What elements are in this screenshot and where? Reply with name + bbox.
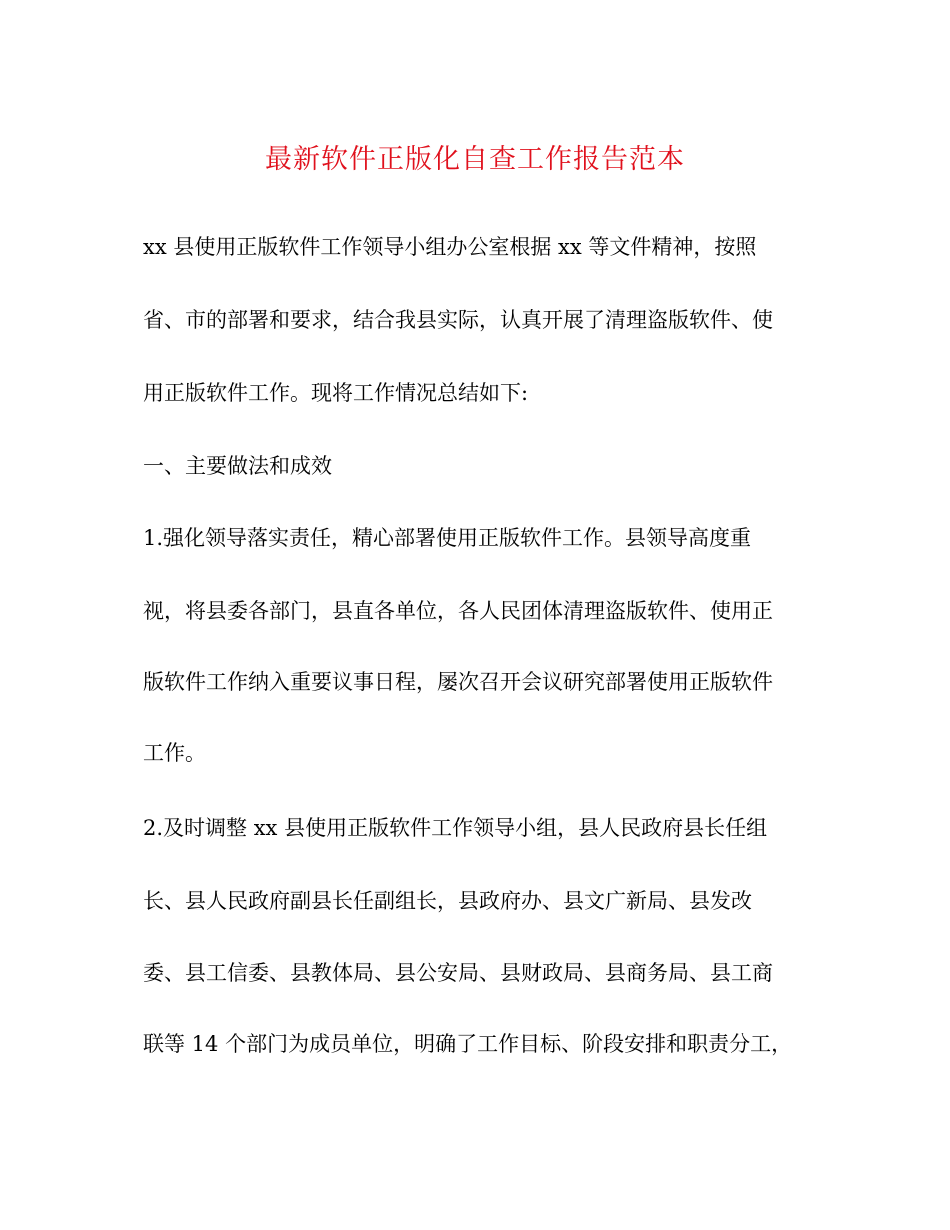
body-line: xx 县使用正版软件工作领导小组办公室根据 xx 等文件精神，按照 <box>143 235 757 259</box>
document-title: 最新软件正版化自查工作报告范本 <box>265 144 685 175</box>
body-line: 委、县工信委、县教体局、县公安局、县财政局、县商务局、县工商 <box>143 961 773 985</box>
body-line: 长、县人民政府副县长任副组长，县政府办、县文广新局、县发改 <box>143 889 752 913</box>
body-line: 用正版软件工作。现将工作情况总结如下: <box>143 381 529 405</box>
body-line: 工作。 <box>143 741 206 765</box>
body-line: 视，将县委各部门，县直各单位，各人民团体清理盗版软件、使用正 <box>143 599 773 623</box>
body-line: 联等 14 个部门为成员单位，明确了工作目标、阶段安排和职责分工， <box>143 1032 793 1056</box>
body-line: 省、市的部署和要求，结合我县实际，认真开展了清理盗版软件、使 <box>143 308 773 332</box>
body-line: 2.及时调整 xx 县使用正版软件工作领导小组，县人民政府县长任组 <box>143 816 768 840</box>
body-line: 版软件工作纳入重要议事日程，屡次召开会议研究部署使用正版软件 <box>143 670 773 694</box>
body-line: 1.强化领导落实责任，精心部署使用正版软件工作。县领导高度重 <box>143 526 752 550</box>
section-heading: 一、主要做法和成效 <box>143 454 332 478</box>
